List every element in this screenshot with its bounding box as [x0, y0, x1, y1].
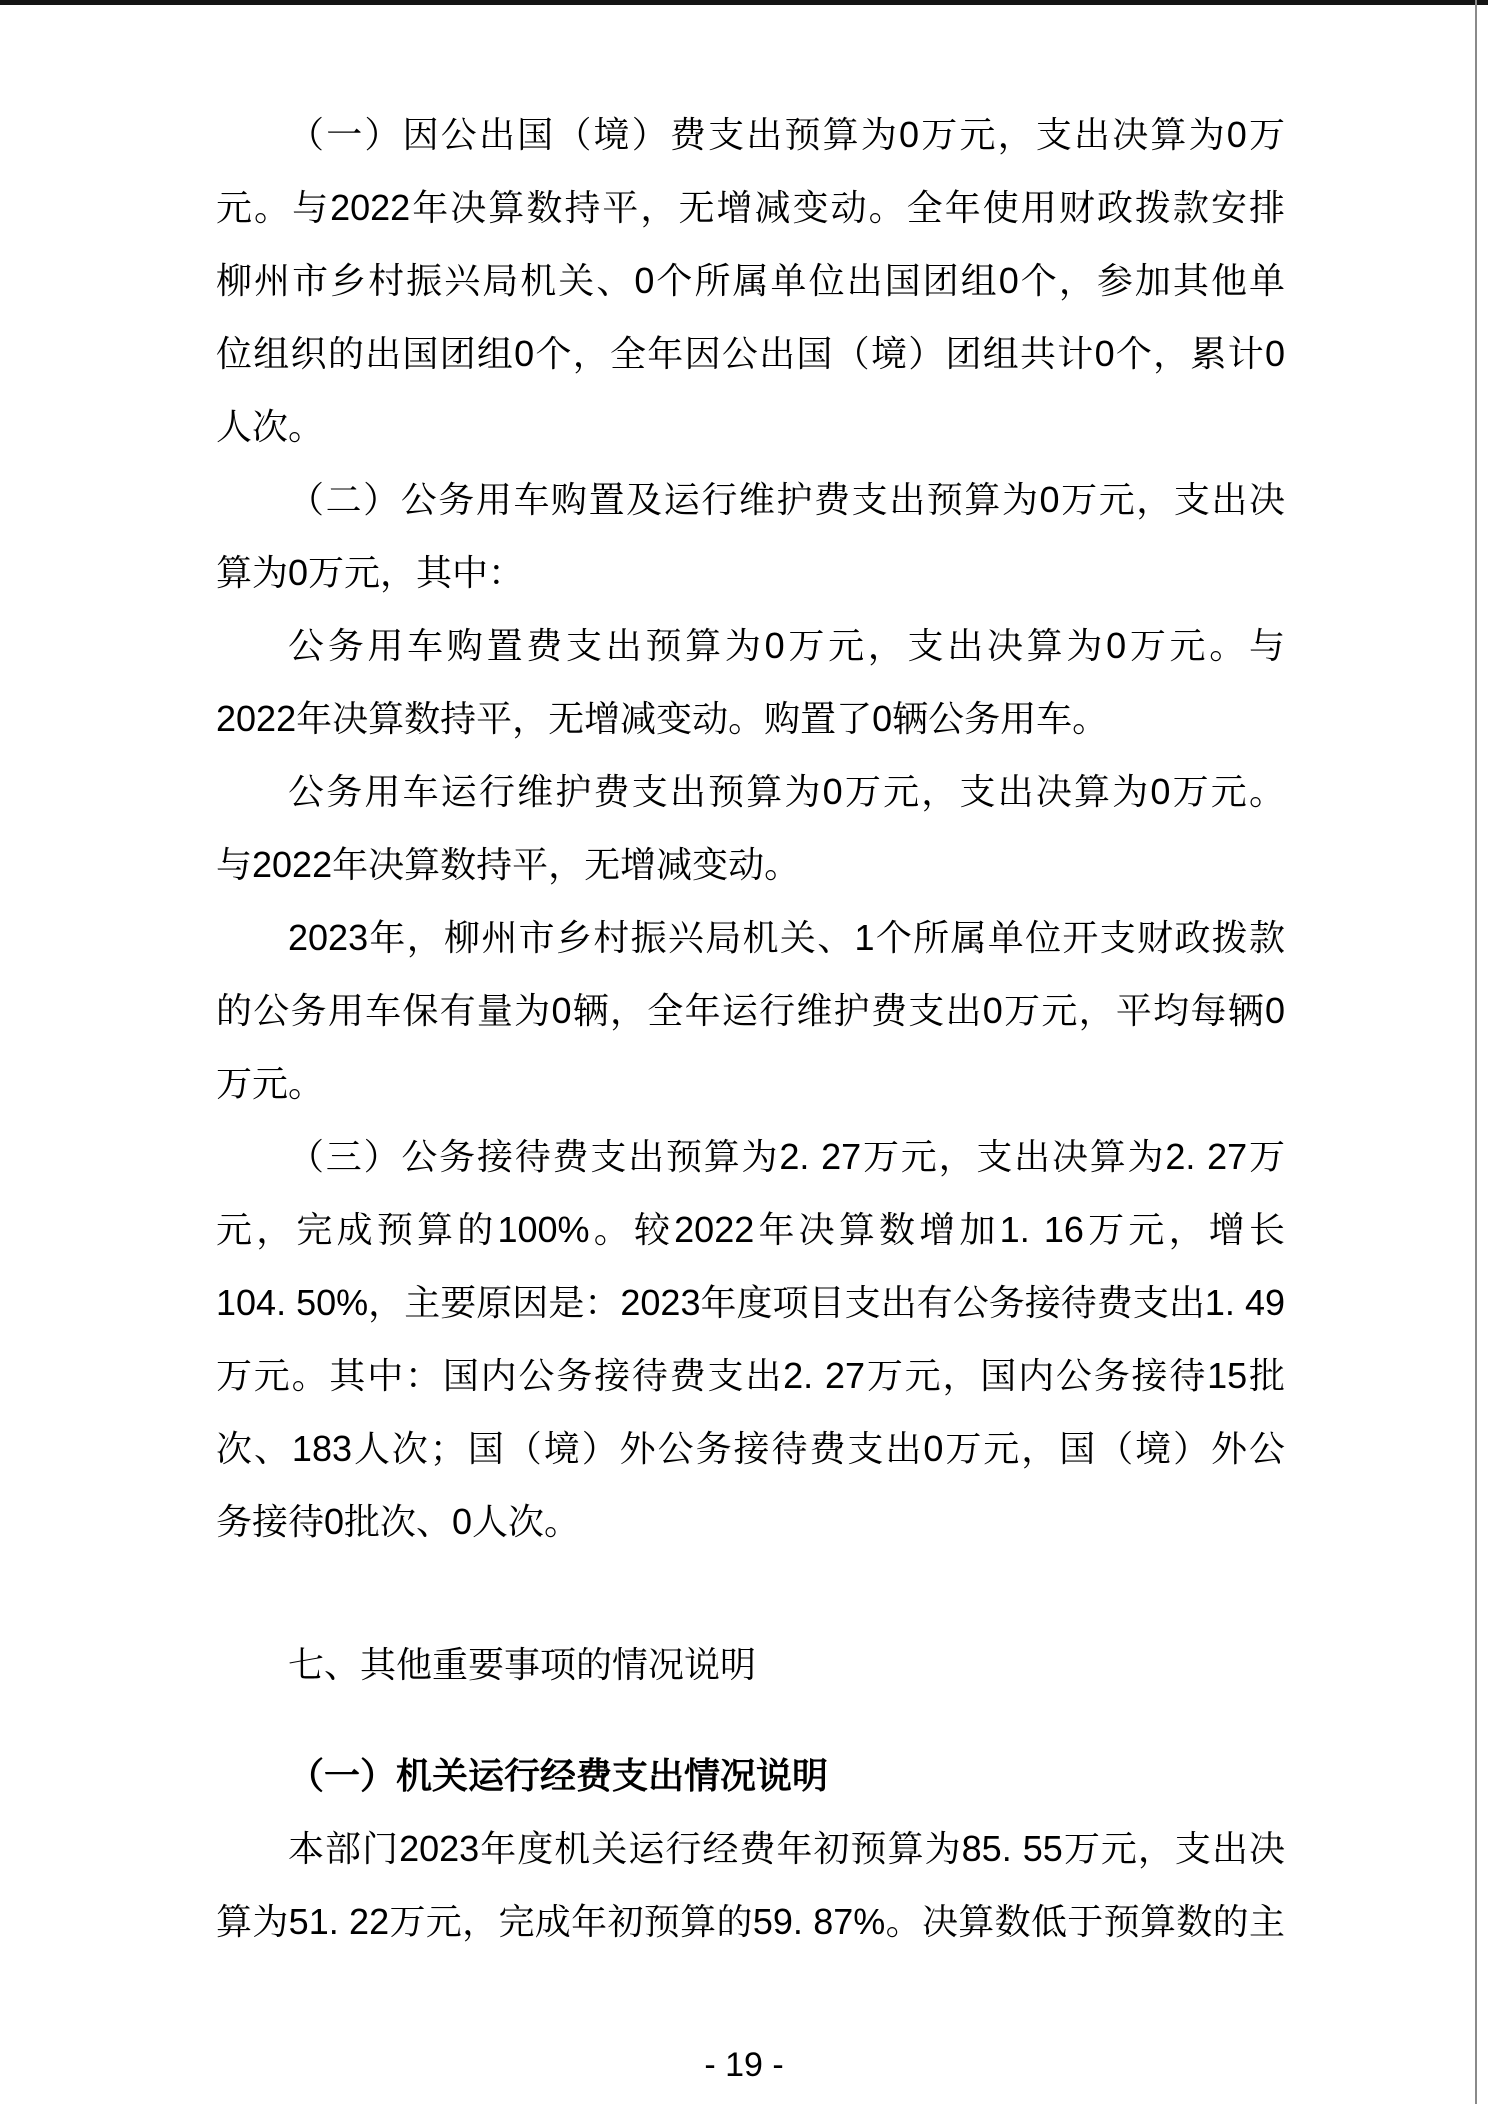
text-line: 2022年决算数持平，无增减变动。购置了0辆公务用车。	[216, 698, 1109, 739]
text-line: 人次。	[216, 406, 325, 447]
text-line: 2023年，柳州市乡村振兴局机关、1个所属单位开支财政拨款	[288, 917, 1285, 958]
text-line: 公务用车运行维护费支出预算为0万元，支出决算为0万元。	[288, 771, 1285, 812]
document-body	[216, 98, 1285, 1958]
text-line: 与2022年决算数持平，无增减变动。	[216, 844, 801, 885]
text-line: （三）公务接待费支出预算为2. 27万元，支出决算为2. 27万	[288, 1136, 1285, 1177]
subsection-heading: （一）机关运行经费支出情况说明	[288, 1755, 829, 1796]
text-line: 算为51. 22万元，完成年初预算的59. 87%。决算数低于预算数的主	[216, 1901, 1285, 1942]
text-line: 位组织的出国团组0个，全年因公出国（境）团组共计0个，累计0	[216, 333, 1285, 374]
text-line: 104. 50%，主要原因是：2023年度项目支出有公务接待费支出1. 49	[216, 1282, 1285, 1323]
text-line: 万元。其中：国内公务接待费支出2. 27万元，国内公务接待15批	[216, 1355, 1285, 1396]
text-line: 柳州市乡村振兴局机关、0个所属单位出国团组0个，参加其他单	[216, 260, 1285, 301]
section-heading: 七、其他重要事项的情况说明	[288, 1644, 757, 1685]
text-line: 公务用车购置费支出预算为0万元，支出决算为0万元。与	[288, 625, 1285, 666]
scan-artifact-right-edge-line	[1475, 0, 1477, 2104]
text-line: （二）公务用车购置及运行维护费支出预算为0万元，支出决	[288, 479, 1285, 520]
text-line: 元，完成预算的100%。较2022年决算数增加1. 16万元，增长	[216, 1209, 1285, 1250]
text-line: （一）因公出国（境）费支出预算为0万元，支出决算为0万	[288, 114, 1285, 155]
text-line: 次、183人次；国（境）外公务接待费支出0万元，国（境）外公	[216, 1428, 1285, 1469]
text-line: 元。与2022年决算数持平，无增减变动。全年使用财政拨款安排	[216, 187, 1285, 228]
page-number: - 19 -	[704, 2046, 784, 2084]
text-line: 务接待0批次、0人次。	[216, 1501, 581, 1542]
text-line: 的公务用车保有量为0辆，全年运行维护费支出0万元，平均每辆0	[216, 990, 1285, 1031]
text-line: 本部门2023年度机关运行经费年初预算为85. 55万元，支出决	[288, 1828, 1285, 1869]
text-line: 算为0万元，其中：	[216, 552, 525, 593]
scan-artifact-top-bar	[0, 0, 1488, 5]
text-line: 万元。	[216, 1063, 325, 1104]
